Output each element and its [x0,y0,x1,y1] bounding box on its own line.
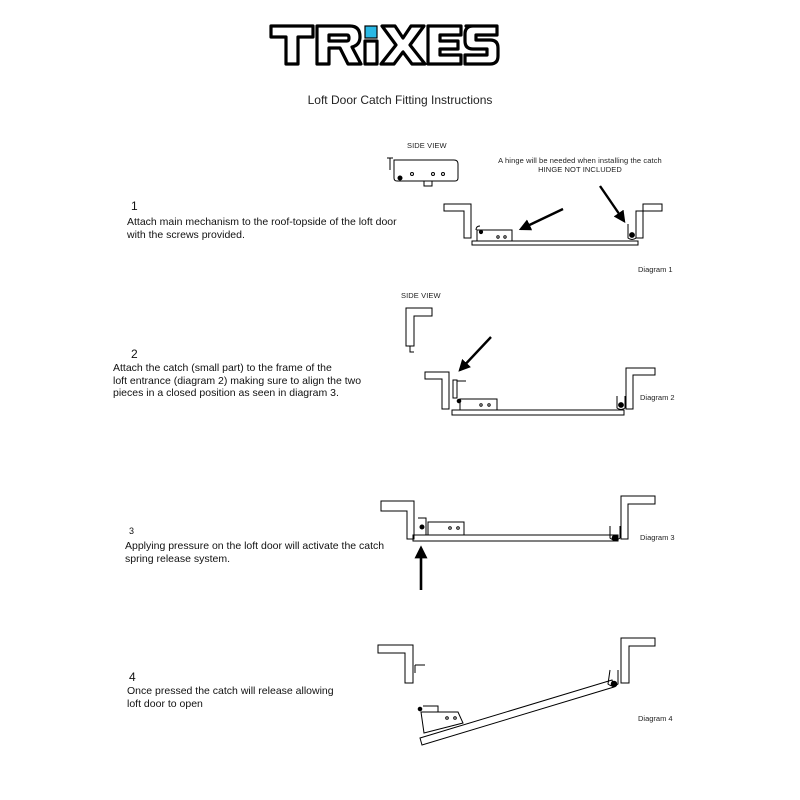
step-1-text: Attach main mechanism to the roof-topside of the loft door with the screws provided. [127,216,397,241]
step-4-text: Once pressed the catch will release allowing loft door to open [127,685,334,710]
side-view-catch-2 [406,308,432,352]
diagram-2-label: Diagram 2 [640,393,675,402]
hinge-note: A hinge will be needed when installing the catch HINGE NOT INCLUDED [498,156,662,174]
step-3-text: Applying pressure on the loft door will activate the catch spring release system. [125,540,385,565]
diagram-3 [381,496,655,590]
svg-text:TRIXES: TRIXES [68,0,72,1]
step-4-number: 4 [129,670,136,684]
diagram-3-label: Diagram 3 [640,533,675,542]
side-view-label-2: SIDE VIEW [401,291,441,300]
side-view-label-1: SIDE VIEW [407,141,447,150]
diagram-1-label: Diagram 1 [638,265,673,274]
diagram-1 [444,186,662,245]
diagram-2 [425,337,655,415]
side-view-mechanism-1 [387,158,458,186]
page-title: Loft Door Catch Fitting Instructions [307,93,493,107]
step-3-number: 3 [129,526,135,536]
step-2-number: 2 [131,347,138,361]
diagram-4-label: Diagram 4 [638,714,673,723]
diagram-4 [378,638,655,745]
step-1-number: 1 [131,199,138,213]
step-2-text: Attach the catch (small part) to the frame of the loft entrance (diagram 2) making sure to align the two pieces in a closed position as seen in diagram 3. [113,362,362,399]
